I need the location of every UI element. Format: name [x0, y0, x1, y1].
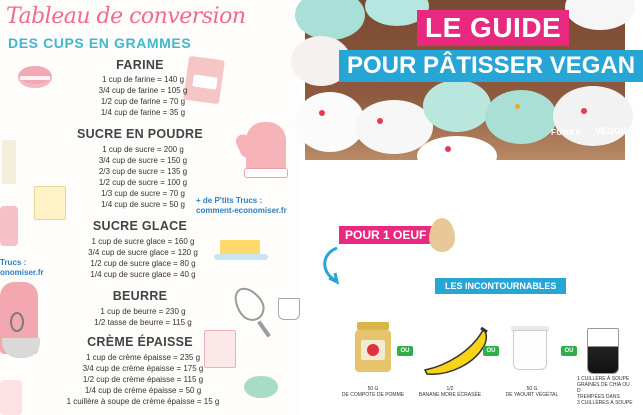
cupcake-frosting — [295, 0, 365, 40]
mixer-bowl — [2, 338, 40, 358]
or-badge: OU — [397, 346, 413, 356]
item-caption — [497, 386, 567, 398]
or-badge: OU — [561, 346, 577, 356]
sprinkle — [581, 108, 587, 114]
mixer-whisk — [10, 312, 24, 332]
mint-macaron-illustration — [244, 376, 278, 398]
item-caption-line: GRAINES DE CHIA OU D — [577, 382, 630, 394]
guide-title: LE GUIDE — [417, 10, 569, 46]
brand-label: FUNKY — [551, 128, 582, 137]
conversion-row: 2/3 cup de sucre = 135 g — [98, 167, 188, 176]
yogurt-cup-icon — [513, 330, 547, 370]
site-credit-right-line2: comment-economiser.fr — [196, 206, 287, 215]
cupcake-frosting — [417, 136, 497, 176]
conversion-row: 1/2 cup de sucre glace = 80 g — [90, 259, 196, 268]
cupcake-frosting — [565, 0, 635, 30]
item-caption-line: BANANE MORE ÉCRASÉE — [418, 392, 482, 398]
cupcake-frosting — [423, 80, 491, 132]
cake-illustration — [0, 206, 18, 246]
section-title-sucre-glace: SUCRE GLACE — [92, 219, 188, 233]
conversion-table-panel — [0, 0, 302, 415]
conversion-row: 3/4 cup de sucre glace = 120 g — [88, 248, 198, 257]
conversion-row: 1/2 tasse de beurre = 115 g — [94, 318, 192, 327]
item-caption-line: TREMPÉES DANS — [577, 394, 620, 400]
conversion-row: 1 cup de beurre = 230 g — [100, 307, 186, 316]
section-title-sucre-en-poudre: SUCRE EN POUDRE — [76, 127, 204, 141]
conversion-row: 1/4 cup de sucre glace = 40 g — [90, 270, 196, 279]
sprinkle — [377, 118, 383, 124]
curved-arrow-icon — [319, 246, 349, 286]
conversion-row: 3/4 cup de crème épaisse = 175 g — [82, 364, 204, 373]
item-caption-line: 1/2 — [446, 386, 454, 392]
apple-icon — [367, 344, 379, 356]
site-credit-left-line2: onomiser.fr — [0, 268, 44, 277]
conversion-row: 1/4 cup de sucre = 50 g — [101, 200, 185, 209]
section-title-creme-epaisse: CRÈME ÉPAISSE — [87, 335, 193, 349]
page-subtitle: DES CUPS EN GRAMMES — [8, 35, 192, 51]
site-credit-right — [196, 196, 287, 216]
sprinkle — [319, 110, 325, 116]
oven-mitt-cuff — [244, 168, 288, 178]
egg-replacement-label: POUR 1 OEUF — [339, 226, 432, 244]
section-title-beurre: BEURRE — [112, 289, 168, 303]
guide-subtitle: POUR PÂTISSER VEGAN — [339, 50, 643, 82]
chia-seed-glass-icon — [587, 328, 619, 374]
conversion-row: 1/4 cup de farine = 35 g — [100, 108, 186, 117]
conversion-row: 1 cup de crème épaisse = 235 g — [85, 353, 201, 362]
conversion-row: 3/4 cup de farine = 105 g — [98, 86, 188, 95]
conversion-row: 3/4 cup de sucre = 150 g — [98, 156, 188, 165]
cupcake-frosting — [485, 90, 557, 144]
site-credit-left — [0, 258, 44, 278]
cupcake-frosting — [553, 86, 633, 146]
conversion-row: 1 cuillère à soupe de crème épaisse = 15 g — [66, 397, 220, 406]
whisk-handle — [257, 320, 271, 337]
item-caption-line: DE YAOURT VÉGÉTAL — [505, 392, 559, 398]
jar-illustration — [0, 380, 22, 415]
conversion-row: 1/3 cup de sucre = 70 g — [101, 189, 185, 198]
vegan-guide-panel — [305, 0, 636, 415]
item-caption-line: 1 CUILLÈRE À SOUPE — [577, 376, 630, 382]
conversion-row: 1 cup de farine = 140 g — [101, 75, 185, 84]
conversion-row: 1/2 cup de farine = 70 g — [100, 97, 186, 106]
sprinkle — [445, 146, 451, 152]
item-caption-line: 50 G — [526, 386, 538, 392]
macaron-filling — [20, 76, 50, 80]
site-credit-left-line1: Trucs : — [0, 258, 27, 267]
conversion-row: 1 cup de sucre = 200 g — [102, 145, 184, 154]
conversion-row: 1 cup de sucre glace = 160 g — [91, 237, 195, 246]
item-caption — [335, 386, 411, 398]
item-caption-line: DE COMPOTE DE POMME — [341, 392, 405, 398]
item-caption-line: 3 CUILLÈRES À SOUPE — [577, 400, 633, 406]
site-credit-right-line1: + de P'tits Trucs : — [196, 196, 263, 205]
conversion-row: 1/2 cup de crème épaisse = 115 g — [82, 375, 204, 384]
page-title: Tableau de conversion — [6, 4, 246, 29]
essentials-label: LES INCONTOURNABLES — [435, 278, 566, 294]
sprinkle — [515, 104, 520, 109]
conversion-row: 1/4 cup de crème épaisse = 50 g — [84, 386, 202, 395]
brand-label-2: VEGGIE — [595, 126, 630, 136]
item-caption-line: 50 G — [367, 386, 379, 392]
banana-icon — [421, 326, 491, 376]
egg-icon — [429, 218, 455, 252]
applesauce-jar-lid — [357, 322, 389, 330]
bag-illustration — [2, 140, 16, 184]
item-caption — [577, 376, 633, 406]
cupcakes-photo — [305, 0, 636, 160]
conversion-row: 1/2 cup de sucre = 100 g — [98, 178, 188, 187]
section-title-farine: FARINE — [116, 58, 164, 72]
measuring-cup-illustration — [278, 298, 300, 320]
item-caption — [415, 386, 485, 398]
or-badge: OU — [483, 346, 499, 356]
